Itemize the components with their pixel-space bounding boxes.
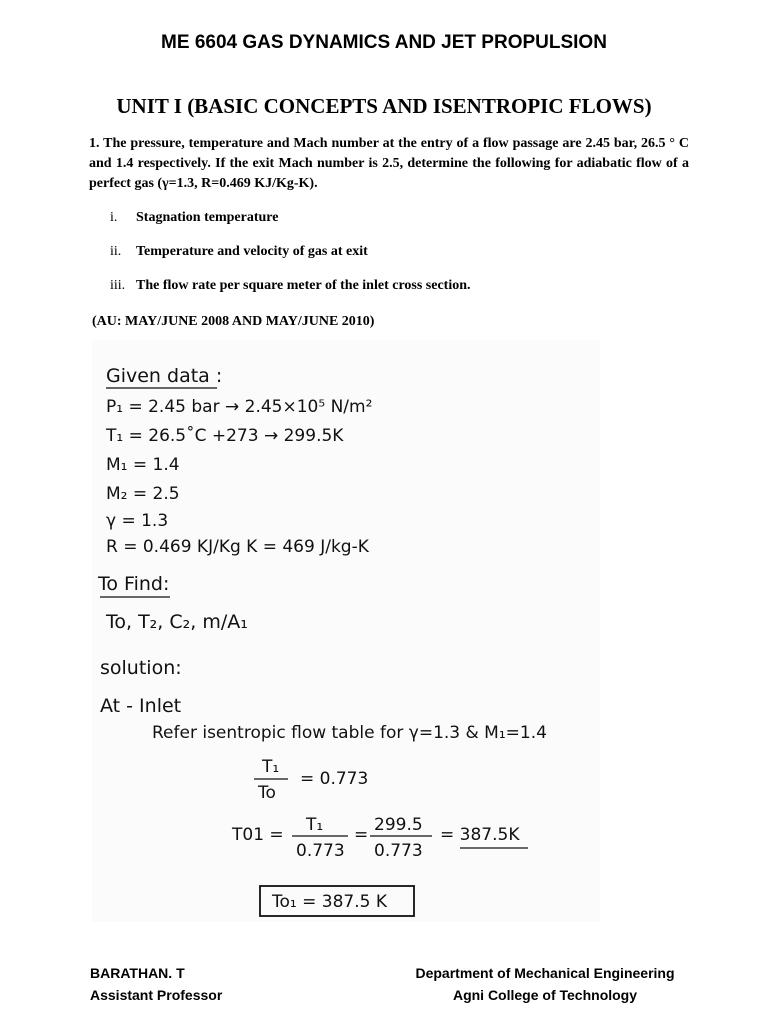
question-text: 1. The pressure, temperature and Mach number at the entry of a flow passage are 2.45 bar, 26.5 ° C and 1.4 respectively. If the exit Mach number is 2.5, determine the following for adiabatic flow of a perfect gas (γ=1.3, R=0.469 KJ/Kg-K). <box>89 136 689 191</box>
given-line: T₁ = 26.5˚C +273 → 299.5K <box>106 426 344 446</box>
ratio-numerator: T₁ <box>262 757 280 777</box>
given-line: M₁ = 1.4 <box>106 455 180 475</box>
footer-author <box>90 962 222 1006</box>
t01-label: T01 = <box>232 825 284 845</box>
course-title: ME 6604 GAS DYNAMICS AND JET PROPULSION <box>161 32 607 53</box>
college-name: Agni College of Technology <box>452 987 638 1003</box>
given-line: M₂ = 2.5 <box>106 484 180 504</box>
footer-institution <box>395 962 695 1006</box>
task-item <box>110 210 670 244</box>
task-number: iii. <box>110 278 126 293</box>
task-item <box>110 278 670 312</box>
t01-frac1-denominator: 0.773 <box>296 841 345 861</box>
given-heading: Given data : <box>106 365 223 387</box>
ratio-value: = 0.773 <box>300 769 369 789</box>
task-text: The flow rate per square meter of the inlet cross section. <box>136 278 471 293</box>
task-list <box>110 210 670 312</box>
unit-title: UNIT I (BASIC CONCEPTS AND ISENTROPIC FLOWS) <box>116 94 652 118</box>
task-text: Temperature and velocity of gas at exit <box>136 244 368 259</box>
task-item <box>110 244 670 278</box>
final-answer: To₁ = 387.5 K <box>272 892 387 912</box>
refer-line: Refer isentropic flow table for γ=1.3 & M₁=1.4 <box>152 723 547 743</box>
author-name: BARATHAN. T <box>90 965 185 981</box>
task-text: Stagnation temperature <box>136 210 279 225</box>
t01-frac1-numerator: T₁ <box>306 815 324 835</box>
solution-heading: solution: <box>100 657 182 679</box>
handwritten-solution <box>92 340 600 922</box>
task-number: i. <box>110 210 118 225</box>
given-line: R = 0.469 KJ/Kg K = 469 J/kg-K <box>106 537 369 557</box>
given-line: γ = 1.3 <box>106 511 169 531</box>
department-name: Department of Mechanical Engineering <box>415 965 675 981</box>
exam-source: (AU: MAY/JUNE 2008 AND MAY/JUNE 2010) <box>92 314 375 329</box>
find-line: To, T₂, C₂, m/A₁ <box>106 611 248 633</box>
author-designation: Assistant Professor <box>90 987 223 1003</box>
given-line: P₁ = 2.45 bar → 2.45×10⁵ N/m² <box>106 397 373 417</box>
handwritten-solution-svg <box>92 340 600 922</box>
ratio-denominator: To <box>258 783 276 803</box>
inlet-heading: At - Inlet <box>100 695 182 717</box>
t01-frac2-numerator: 299.5 <box>374 815 423 835</box>
find-heading: To Find: <box>98 573 170 595</box>
t01-result: = 387.5K <box>440 825 520 845</box>
equals-sign: = <box>354 825 369 845</box>
t01-frac2-denominator: 0.773 <box>374 841 423 861</box>
task-number: ii. <box>110 244 122 259</box>
